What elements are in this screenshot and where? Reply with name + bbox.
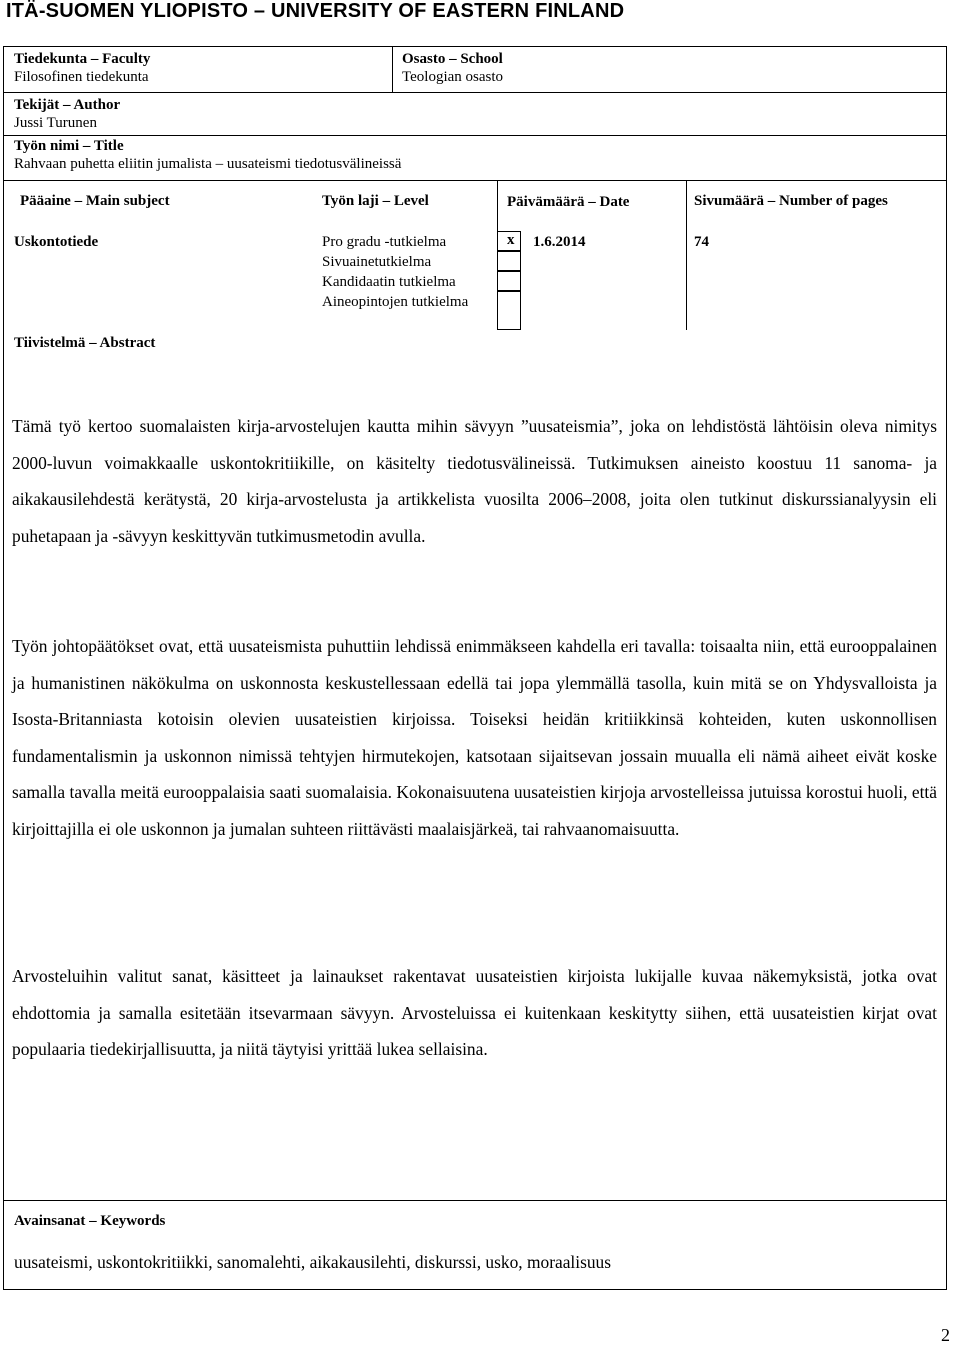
level-checkbox-aineopinnot[interactable] xyxy=(497,291,521,330)
divider xyxy=(686,180,687,330)
main-subject-label: Pääaine – Main subject xyxy=(20,193,170,209)
date-value: 1.6.2014 xyxy=(533,234,586,250)
level-checkbox-pro-gradu[interactable] xyxy=(497,231,521,251)
level-option-kandidaatti: Kandidaatin tutkielma xyxy=(322,274,456,290)
divider xyxy=(3,180,947,181)
level-label: Työn laji – Level xyxy=(322,193,429,209)
abstract-paragraph: Tämä työ kertoo suomalaisten kirja-arvostelujen kautta mihin sävyyn ”uusateismia”, joka on lehdistöstä lähtöisin oleva nimitys 2000-luvun voimakkaalle uskontokritiikille, on käsitelty tiedotusvälineissä. Tutkimuksen aineisto koostuu 11 sanoma- ja aikakausilehdestä kerätystä, 20 kirja-arvostelusta ja artikkelista vuosilta 2006–2008, joita olen tutkinut diskurssianalyysin eli puhetapaan ja -sävyyn keskittyvän tutkimusmetodin avulla. xyxy=(12,416,937,546)
level-option-aineopinnot: Aineopintojen tutkielma xyxy=(322,294,469,310)
level-checkbox-kandidaatti[interactable] xyxy=(497,271,521,291)
pages-value: 74 xyxy=(694,234,709,250)
university-header: ITÄ-SUOMEN YLIOPISTO – UNIVERSITY OF EASTERN FINLAND xyxy=(6,0,625,22)
level-checkbox-sivuaine[interactable] xyxy=(497,251,521,271)
abstract-paragraph: Arvosteluihin valitut sanat, käsitteet ja lainaukset rakentavat uusateistien kirjoista lukijalle kuvaa näkemyksistä, jotka ovat ehdottomia ja samalla esitetään itsevarmaan sävyyn. Arvosteluissa ei kuitenkaan keskitytty siihen, että uusateistien kirjat ovat populaaria tiedekirjallisuutta, ja niitä täytyisi yrittää lukea sellaisina. xyxy=(12,966,937,1059)
divider xyxy=(3,135,947,136)
abstract-label: Tiivistelmä – Abstract xyxy=(14,335,156,351)
school-value: Teologian osasto xyxy=(402,69,504,85)
divider xyxy=(3,92,947,93)
level-option-pro-gradu: Pro gradu -tutkielma xyxy=(322,234,447,250)
pages-label: Sivumäärä – Number of pages xyxy=(694,193,888,209)
level-option-sivuaine: Sivuainetutkielma xyxy=(322,254,432,270)
page-number: 2 xyxy=(941,1325,950,1345)
keywords-value: uusateismi, uskontokritiikki, sanomalehti, aikakausilehti, diskurssi, usko, moraalisuus xyxy=(14,1252,612,1272)
main-subject-value: Uskontotiede xyxy=(14,234,99,250)
divider xyxy=(3,1200,947,1201)
divider xyxy=(392,46,393,92)
abstract-paragraph: Työn johtopäätökset ovat, että uusateismista puhuttiin lehdissä enimmäkseen kahdella eri tavalla: toisaalta niin, että eurooppalainen ja humanistinen näkökulma on uskonnosta keskustellessaan edellä tai jopa ylemmällä tasolla, kuin mitä se on Yhdysvalloista ja Isosta-Britanniasta kotoisin olevien uusateistien kirjoissa. Toiseksi heidän kritiikkinsä kohteiden, kuten uskonnollisen fundamentalismin ja uskonnon nimissä tehtyjen hirmutekojen, katsotaan sijaitsevan jossain muualla eli nämä aiheet eivät koske samalla tavalla meitä eurooppalaisia saati suomalaisia. Kokonaisuutena uusateistien kirjoja arvostelleissa jutuissa korostui huoli, että kirjoittajilla ei ole uskonnon ja jumalan suhteen riittävästi maalaisjärkeä, tai rahvaanomaisuutta. xyxy=(12,636,937,839)
title-value: Rahvaan puhetta eliitin jumalista – uusateismi tiedotusvälineissä xyxy=(14,156,402,172)
faculty-label: Tiedekunta – Faculty xyxy=(14,51,151,67)
author-label: Tekijät – Author xyxy=(14,97,121,113)
author-value: Jussi Turunen xyxy=(14,115,97,131)
date-label: Päivämäärä – Date xyxy=(507,194,630,210)
school-label: Osasto – School xyxy=(402,51,503,67)
title-label: Työn nimi – Title xyxy=(14,138,124,154)
keywords-label: Avainsanat – Keywords xyxy=(14,1213,166,1229)
check-mark: x xyxy=(507,232,515,248)
faculty-value: Filosofinen tiedekunta xyxy=(14,69,149,85)
